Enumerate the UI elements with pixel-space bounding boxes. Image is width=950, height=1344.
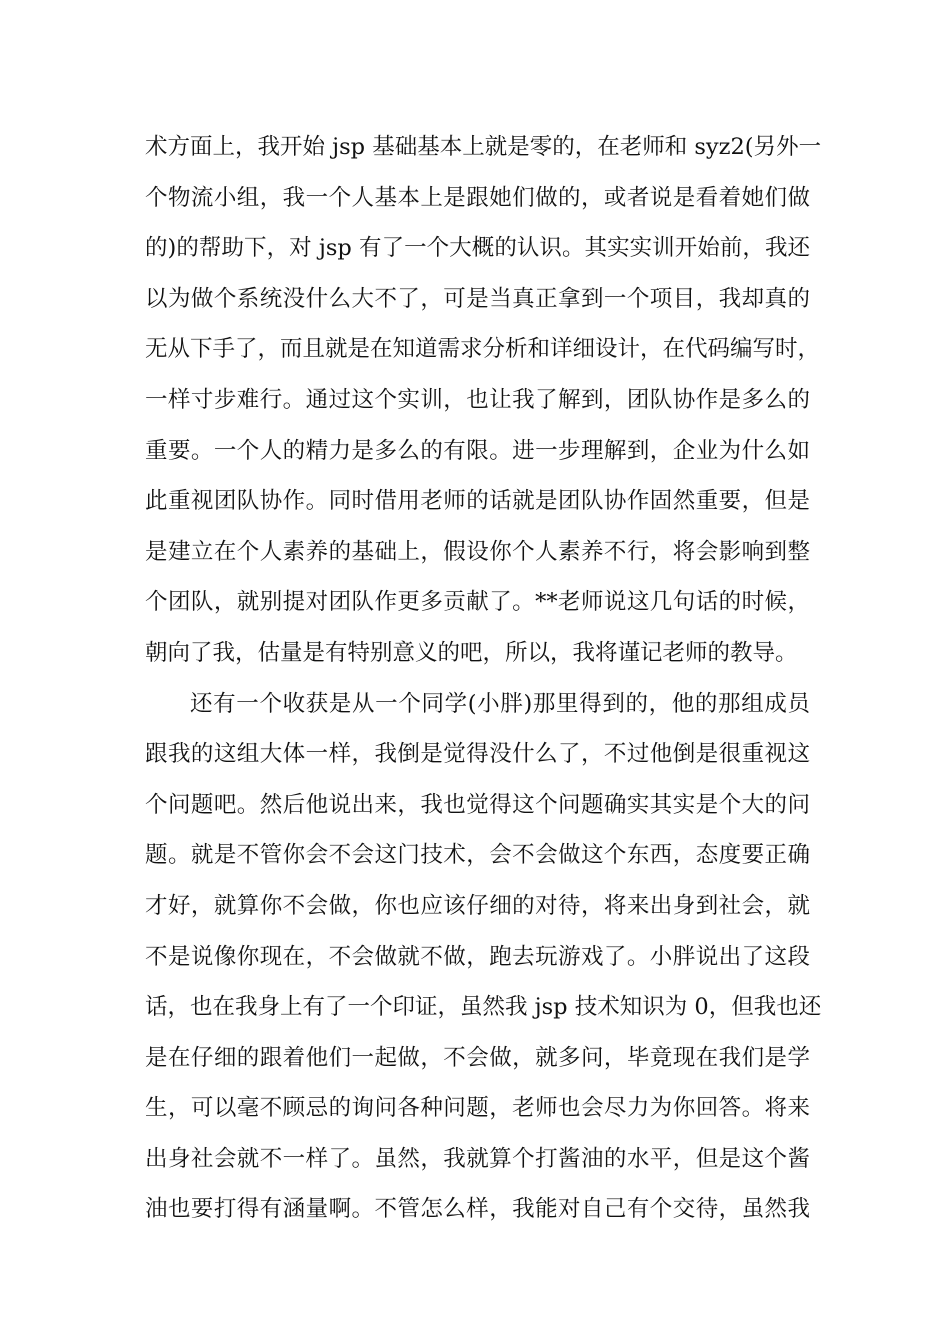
text-line: 生，可以毫不顾忌的询问各种问题，老师也会尽力为你回答。将来 xyxy=(145,1095,810,1122)
text-line: 跟我的这组大体一样，我倒是觉得没什么了，不过他倒是很重视这 xyxy=(145,741,810,768)
text-line: 无从下手了，而且就是在知道需求分析和详细设计，在代码编写时， xyxy=(145,336,821,363)
text-line: 重要。一个人的精力是多么的有限。进一步理解到，企业为什么如 xyxy=(145,437,810,464)
text-line: 个物流小组，我一个人基本上是跟她们做的，或者说是看着她们做 xyxy=(145,184,810,211)
text-line: 个团队，就别提对团队作更多贡献了。**老师说这几句话的时候， xyxy=(145,589,810,616)
text-line: 术方面上，我开始 jsp 基础基本上就是零的，在老师和 syz2(另外一 xyxy=(145,134,822,160)
text-line: 不是说像你现在，不会做就不做，跑去玩游戏了。小胖说出了这段 xyxy=(145,943,810,970)
text-line: 油也要打得有涵量啊。不管怎么样，我能对自己有个交待，虽然我 xyxy=(145,1196,810,1223)
text-line: 以为做个系统没什么大不了，可是当真正拿到一个项目，我却真的 xyxy=(145,285,810,312)
paragraph-end-line: 朝向了我，估量是有特别意义的吧，所以，我将谨记老师的教导。 xyxy=(145,639,798,666)
text-line: 的)的帮助下，对 jsp 有了一个大概的认识。其实实训开始前，我还 xyxy=(145,235,810,262)
text-line: 是建立在个人素养的基础上，假设你个人素养不行，将会影响到整 xyxy=(145,538,810,565)
body-text xyxy=(145,122,822,1235)
text-line: 一样寸步难行。通过这个实训，也让我了解到，团队协作是多么的 xyxy=(145,386,810,413)
paragraph-start-line: 还有一个收获是从一个同学(小胖)那里得到的，他的那组成员 xyxy=(190,690,810,717)
text-line: 是在仔细的跟着他们一起做，不会做，就多问，毕竟现在我们是学 xyxy=(145,1044,810,1071)
text-line: 此重视团队协作。同时借用老师的话就是团队协作固然重要，但是 xyxy=(145,488,810,515)
text-line: 才好，就算你不会做，你也应该仔细的对待，将来出身到社会，就 xyxy=(145,892,810,919)
text-line: 题。就是不管你会不会这门技术，会不会做这个东西，态度要正确 xyxy=(145,842,810,869)
text-line: 出身社会就不一样了。虽然，我就算个打酱油的水平，但是这个酱 xyxy=(145,1145,810,1172)
text-line: 话，也在我身上有了一个印证，虽然我 jsp 技术知识为 0，但我也还 xyxy=(145,994,822,1021)
text-line: 个问题吧。然后他说出来，我也觉得这个问题确实其实是个大的问 xyxy=(145,791,810,818)
